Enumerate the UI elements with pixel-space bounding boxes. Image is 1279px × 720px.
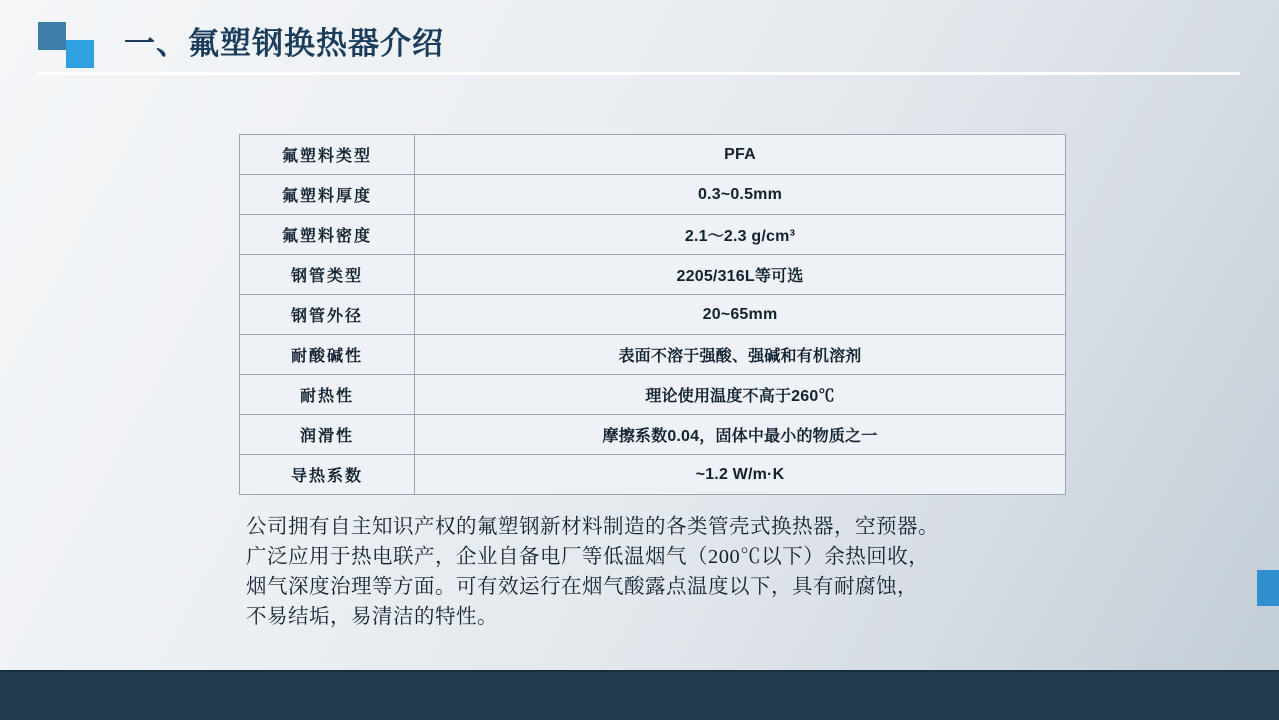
table-cell-value: 0.3~0.5mm <box>415 175 1066 215</box>
table-cell-label: 氟塑料密度 <box>240 215 415 255</box>
table-cell-value: 摩擦系数0.04，固体中最小的物质之一 <box>415 415 1066 455</box>
decorative-square-dark-icon <box>38 22 66 50</box>
table-row <box>240 135 1066 175</box>
table-cell-value: ~1.2 W/m·K <box>415 455 1066 495</box>
specification-table <box>239 134 1066 495</box>
paragraph-line: 广泛应用于热电联产，企业自备电厂等低温烟气（200℃以下）余热回收， <box>246 546 930 568</box>
table-row <box>240 255 1066 295</box>
paragraph-line: 不易结垢，易清洁的特性。 <box>246 606 498 628</box>
table-row <box>240 215 1066 255</box>
table-cell-value: PFA <box>415 135 1066 175</box>
paragraph-line: 公司拥有自主知识产权的氟塑钢新材料制造的各类管壳式换热器，空预器。 <box>246 516 939 538</box>
table-row <box>240 455 1066 495</box>
page-title: 一、氟塑钢换热器介绍 <box>124 26 444 61</box>
bottom-band <box>0 672 1279 720</box>
table-cell-value: 2205/316L等可选 <box>415 255 1066 295</box>
table-cell-value: 表面不溶于强酸、强碱和有机溶剂 <box>415 335 1066 375</box>
table-row <box>240 295 1066 335</box>
table-cell-value: 理论使用温度不高于260℃ <box>415 375 1066 415</box>
table-cell-label: 氟塑料类型 <box>240 135 415 175</box>
description-paragraph <box>246 512 1126 632</box>
title-divider <box>38 72 1240 75</box>
table-cell-label: 钢管外径 <box>240 295 415 335</box>
table-row <box>240 415 1066 455</box>
table-cell-label: 耐酸碱性 <box>240 335 415 375</box>
table-cell-label: 耐热性 <box>240 375 415 415</box>
decorative-square-light-icon <box>66 40 94 68</box>
table-cell-label: 润滑性 <box>240 415 415 455</box>
table-row <box>240 175 1066 215</box>
paragraph-line: 烟气深度治理等方面。可有效运行在烟气酸露点温度以下，具有耐腐蚀， <box>246 576 918 598</box>
table-cell-label: 导热系数 <box>240 455 415 495</box>
right-edge-accent <box>1257 570 1279 606</box>
table-row <box>240 335 1066 375</box>
table-cell-label: 钢管类型 <box>240 255 415 295</box>
table-cell-value: 20~65mm <box>415 295 1066 335</box>
table-cell-label: 氟塑料厚度 <box>240 175 415 215</box>
table-row <box>240 375 1066 415</box>
table-cell-value: 2.1～2.3 g/cm³ <box>415 215 1066 255</box>
